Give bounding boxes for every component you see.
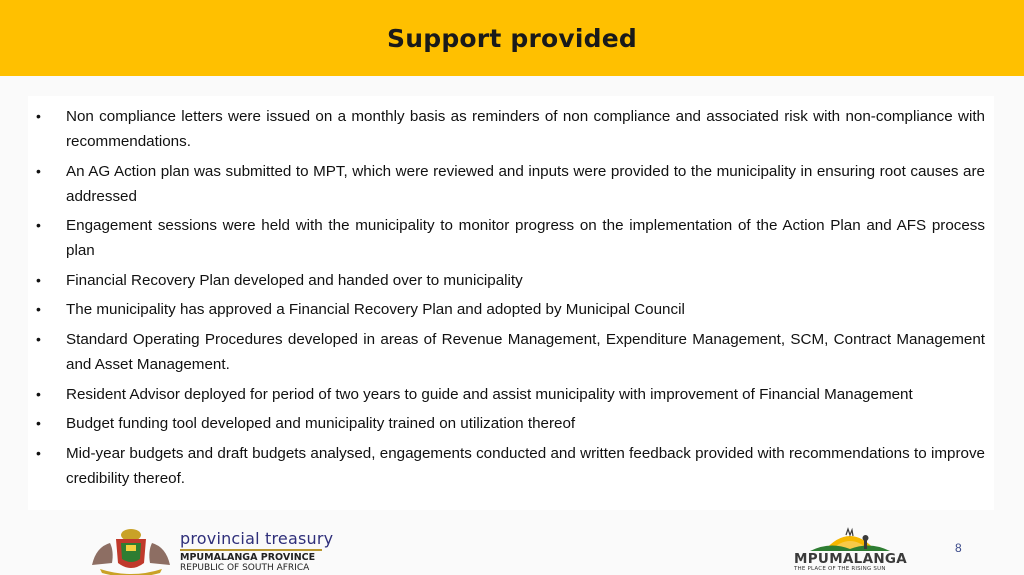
list-item-text: Standard Operating Procedures developed in areas of Revenue Management, Expenditure Management, SCM, Contract Management and Asset Management.: [66, 330, 985, 373]
list-item-text: Non compliance letters were issued on a monthly basis as reminders of non compliance and associated risk with non-compliance with recommendations.: [66, 108, 985, 150]
logo-title: MPUMALANGA: [794, 551, 908, 567]
logo-subtitle-country: REPUBLIC OF SOUTH AFRICA: [180, 563, 310, 573]
bullet-dot: •: [36, 301, 41, 318]
provincial-treasury-logo: [86, 523, 336, 575]
bullet-dot: •: [36, 162, 41, 179]
bullet-list: [28, 96, 994, 491]
mpumalanga-logo: [790, 527, 910, 573]
list-item-text: Financial Recovery Plan developed and handed over to municipality: [66, 271, 523, 289]
bullet-dot: •: [36, 108, 41, 124]
content-panel: [28, 96, 994, 510]
list-item-text: Budget funding tool developed and municipality trained on utilization thereof: [66, 415, 576, 433]
list-item: [36, 213, 985, 263]
bullet-dot: •: [36, 385, 41, 402]
list-item: [36, 441, 985, 491]
slide-title: Support provided: [387, 23, 637, 53]
list-item: [36, 327, 985, 377]
logo-title: provincial treasury: [180, 529, 334, 548]
header-bar: [0, 0, 1024, 76]
list-item-text: Engagement sessions were held with the municipality to monitor progress on the implementation of the Action Plan and AFS process plan: [66, 217, 985, 260]
bullet-dot: •: [36, 415, 41, 432]
bullet-dot: •: [36, 444, 41, 461]
list-item-text: An AG Action plan was submitted to MPT, which were reviewed and inputs were provided to the municipality in ensuring root causes are addressed: [66, 162, 985, 205]
list-item-text: Resident Advisor deployed for period of two years to guide and assist municipality with improvement of Financial Management: [66, 385, 913, 403]
rising-sun-logo-icon: [790, 527, 910, 553]
bullet-dot: •: [36, 271, 41, 288]
list-item: [36, 104, 985, 154]
bullet-dot: •: [36, 217, 41, 234]
list-item: [36, 268, 985, 293]
logo-subtitle-province: MPUMALANGA PROVINCE: [180, 552, 316, 563]
list-item: [36, 411, 985, 436]
coat-of-arms-icon: [86, 525, 176, 575]
list-item-text: The municipality has approved a Financial Recovery Plan and adopted by Municipal Council: [66, 301, 685, 319]
bullet-dot: •: [36, 330, 41, 347]
logo-divider: [180, 549, 322, 551]
list-item-text: Mid-year budgets and draft budgets analysed, engagements conducted and written feedback provided with recommendations to improve credibility thereof.: [66, 444, 985, 487]
list-item: [36, 382, 985, 407]
list-item: [36, 297, 985, 322]
logo-tagline: THE PLACE OF THE RISING SUN: [794, 566, 886, 572]
page-number: 8: [955, 541, 962, 555]
list-item: [36, 159, 985, 209]
